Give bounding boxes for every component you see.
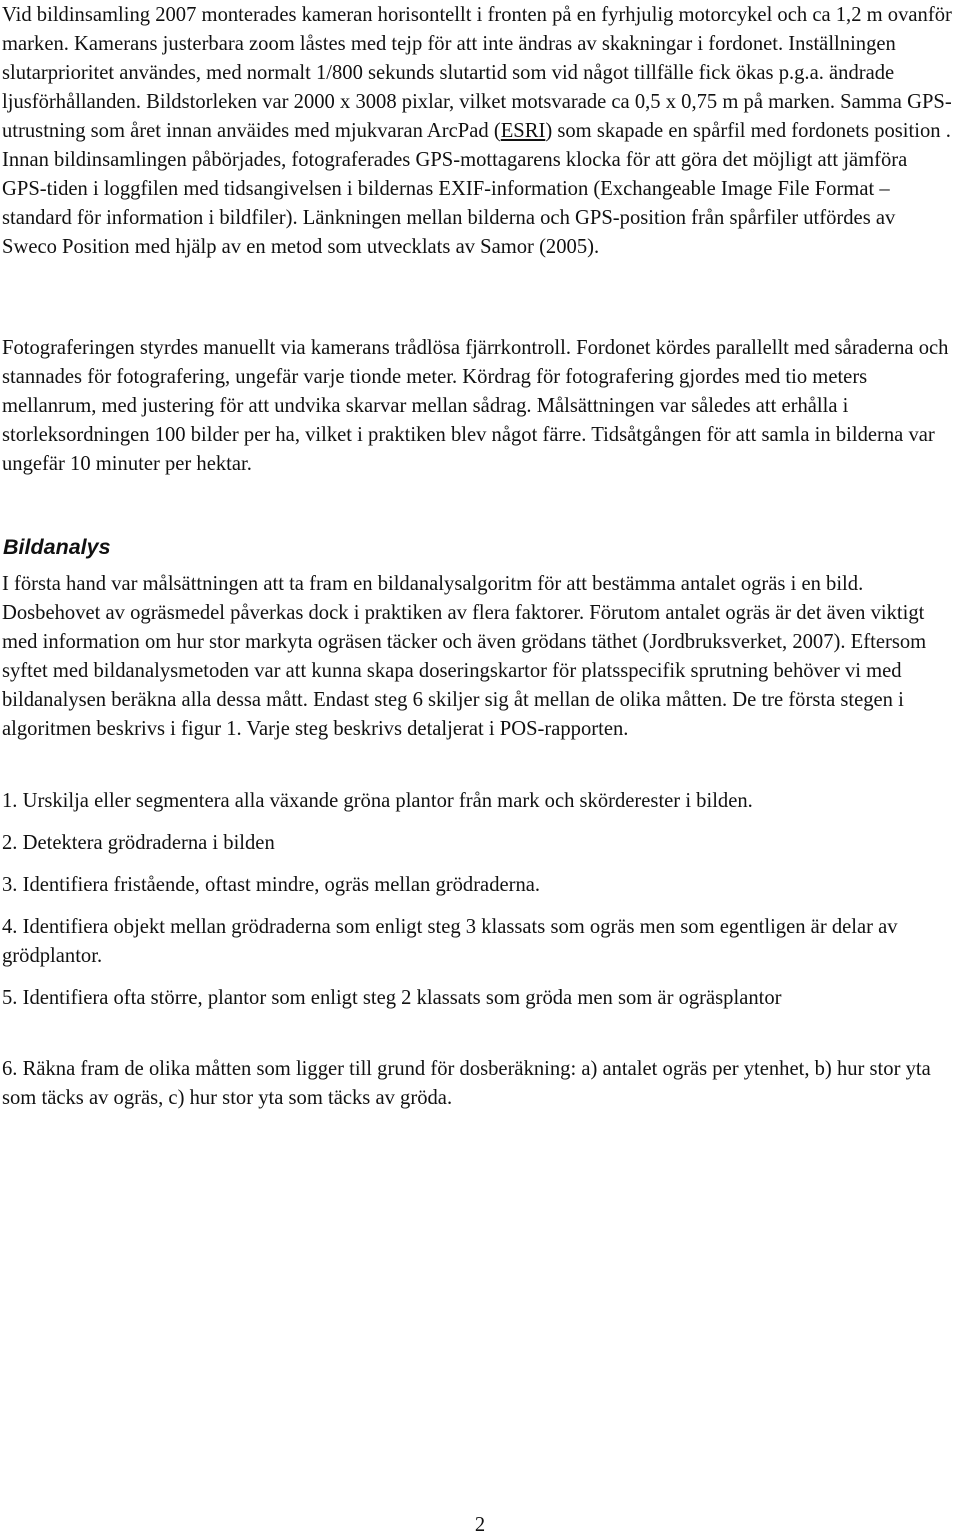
list-item-step-5: 5. Identifiera ofta större, plantor som enligt steg 2 klassats som gröda men som är ogräsplantor: [2, 987, 782, 1009]
list-item-step-1: 1. Urskilja eller segmentera alla växande gröna plantor från mark och skörderester i bilden.: [2, 790, 753, 812]
paragraph-image-analysis: I första hand var målsättningen att ta fram en bildanalysalgoritm för att bestämma antalet ogräs i en bild. Dosbehovet av ogräsmedel påverkas dock i praktiken av flera faktorer. Förutom antalet ogräs är det även viktigt med information om hur stor markyta ogräsen täcker och även grödans täthet (Jordbruksverket, 2007). Eftersom syftet med bildanalysmetoden var att kunna skapa doseringskartor för platsspecifik sprutning behöver vi med bildanalysen beräkna alla dessa mått. Endast steg 6 skiljer sig åt mellan de olika måtten. De tre första stegen i algoritmen beskrivs i figur 1. Varje steg beskrivs detaljerat i POS-rapporten.: [2, 573, 927, 740]
paragraph-photography: Fotograferingen styrdes manuellt via kamerans trådlösa fjärrkontroll. Fordonet kördes parallellt med såraderna och stannades för fotografering, ungefär varje tionde meter. Kördrag för fotografering gjordes med tio meters mellanrum, med justering för att undvika skarvar mellan sådrag. Målsättningen var således att erhålla i storleksordningen 100 bilder per ha, vilket i praktiken blev något färre. Tidsåtgången för att samla in bilderna var ungefär 10 minuter per hektar.: [2, 337, 949, 475]
page-number: 2: [474, 1514, 486, 1536]
list-item-step-4: 4. Identifiera objekt mellan grödraderna som enligt steg 3 klassats som ogräs men som egentligen är delar av grödplantor.: [2, 916, 898, 967]
paragraph-text-before-link: Vid bildinsamling 2007 monterades kameran horisontellt i fronten på en fyrhjulig motorcykel och ca 1,2 m ovanför marken. Kamerans justerbara zoom låstes med tejp för att inte ändras av skakningar i fordonet. Inställningen slutarprioritet användes, med normalt 1/800 sekunds slutartid som vid något tillfälle fick ökas p.g.a. ändrade ljusförhållanden. Bildstorleken var 2000 x 3008 pixlar, vilket motsvarade ca 0,5 x 0,75 m på marken. Samma GPS-utrustning som året innan anväides med mjukvaran ArcPad (: [2, 4, 952, 142]
paragraph-text-after-link: ) som skapade en spårfil med fordonets position . Innan bildinsamlingen påbörjades, fotograferades GPS-mottagarens klocka för att göra det möjligt att jämföra GPS-tiden i loggfilen med tidsangivelsen i bildernas EXIF-information (Exchangeable Image File Format – standard för information i bildfiler). Länkningen mellan bilderna och GPS-position från spårfiler utfördes av Sweco Position med hjälp av en metod som utvecklats av Samor (2005).: [2, 120, 951, 258]
list-item-step-3: 3. Identifiera fristående, oftast mindre, ogräs mellan grödraderna.: [2, 874, 541, 896]
section-heading-bildanalys: Bildanalys: [3, 535, 111, 559]
paragraph-image-collection: [2, 1, 954, 262]
list-item-step-6: 6. Räkna fram de olika måtten som ligger till grund för dosberäkning: a) antalet ogräs per ytenhet, b) hur stor yta som täcks av ogräs, c) hur stor yta som täcks av gröda.: [2, 1058, 931, 1109]
list-item-step-2: 2. Detektera grödraderna i bilden: [2, 832, 275, 854]
esri-link[interactable]: ESRI: [500, 120, 546, 142]
